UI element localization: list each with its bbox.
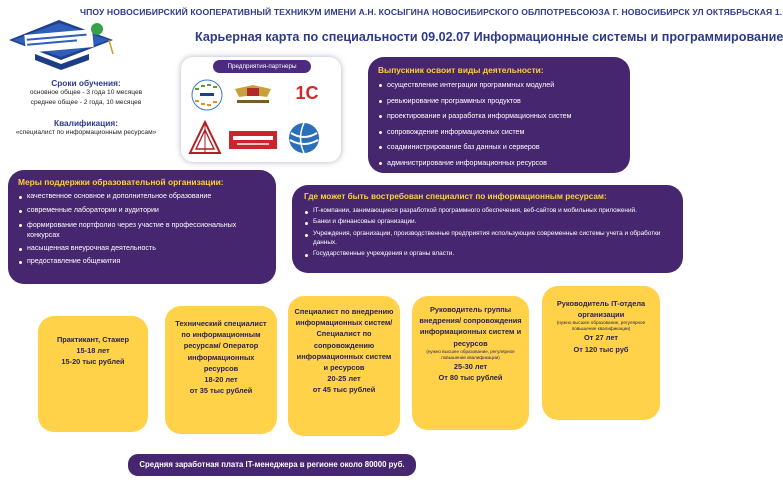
career-salary: от 35 тыс рублей	[189, 386, 253, 396]
career-card-implementation-specialist	[288, 296, 400, 436]
list-item: Учреждения, организации, производственные предприятия использующие современные системы учета и обработки данных.	[304, 228, 671, 248]
career-card-intern	[38, 316, 148, 432]
list-item: современные лаборатории и аудитории	[18, 204, 266, 218]
career-title: Специалист по внедрению информационных систем/ Специалист по сопровождению информационных систем и ресурсов	[294, 307, 394, 373]
career-age: 18-20 лет	[204, 375, 238, 385]
support-measures-panel	[8, 170, 276, 284]
partner-logo-rosgosstrakh	[231, 83, 275, 114]
partner-logo-triangle	[187, 119, 223, 162]
study-line: среднее общее - 2 года, 10 месяцев	[30, 99, 142, 106]
college-logo	[5, 14, 120, 74]
qualification-heading: Квалификация:	[54, 118, 118, 128]
list-item: насыщенная внеурочная деятельность	[18, 242, 266, 256]
qualification	[0, 118, 172, 138]
career-salary: 15-20 тыс рублей	[61, 357, 125, 367]
career-age: 15-18 лет	[76, 346, 110, 356]
list-item: соадминистрирование баз данных и серверов	[378, 140, 620, 156]
partners-label: Предприятия-партнеры	[213, 60, 311, 73]
career-age: От 27 лет	[584, 333, 618, 343]
career-age: 25-30 лет	[453, 361, 488, 371]
list-item: качественное основное и дополнительное образование	[18, 190, 266, 204]
study-terms	[0, 78, 172, 108]
list-item: проектирование и разработка информационных систем	[378, 109, 620, 125]
list-item: администрирование информационных ресурсов	[378, 156, 620, 172]
list-item: ревьюирование программных продуктов	[378, 94, 620, 110]
career-salary: От 120 тыс руб	[573, 344, 629, 354]
support-title: Меры поддержки образовательной организации:	[18, 177, 224, 187]
career-title: Практикант, Стажер	[56, 335, 130, 344]
graduate-title: Выпускник освоит виды деятельности:	[378, 65, 544, 75]
graduate-activities-panel	[368, 57, 630, 173]
career-title: Руководитель IT-отдела организации	[556, 299, 646, 320]
list-item: осуществление интеграции программных модулей	[378, 78, 620, 94]
list-item: IT-компании, занимающиеся разработкой программного обеспечения, веб-сайтов и мобильных приложений.	[304, 205, 671, 216]
list-item: Банки и финансовые организации.	[304, 216, 671, 227]
demand-panel	[292, 185, 683, 273]
page-title: Карьерная карта по специальности 09.02.07 Информационные системы и программирование	[195, 30, 783, 44]
study-heading: Сроки обучения:	[51, 78, 121, 88]
list-item: сопровождение информационных систем	[378, 125, 620, 141]
career-card-group-lead	[412, 296, 529, 430]
career-salary: от 45 тыс рублей	[312, 385, 376, 395]
list-item: предоставление общежития	[18, 255, 266, 269]
career-note: (нужно высшее образование, регулярное повышение квалификации)	[426, 348, 515, 360]
partner-logo-circle	[187, 77, 227, 118]
org-header: ЧПОУ НОВОСИБИРСКИЙ КООПЕРАТИВНЫЙ ТЕХНИКУМ ИМЕНИ А.Н. КОСЫГИНА НОВОСИБИРСКОГО ОБЛПОТРЕБСОЮЗА Г. НОВОСИБИРСК УЛ ОКТЯБРЬСКАЯ 1.	[80, 7, 783, 17]
career-title: Технический специалист по информационным ресурсам/ Оператор информационных ресурсов	[175, 319, 267, 373]
career-card-it-head	[542, 286, 660, 420]
career-title: Руководитель группы внедрения/ сопровождения информационных систем и ресурсов	[419, 305, 522, 348]
partners-box	[181, 57, 341, 162]
list-item: формирование портфолио через участие в профессиональных конкурсах	[18, 218, 266, 242]
partner-logo-nskp	[227, 127, 279, 158]
career-age: 20-25 лет	[327, 374, 361, 384]
qualification-value: «специалист по информационным ресурсам»	[15, 129, 157, 136]
partner-logo-1c	[285, 79, 329, 114]
list-item: Государственные учреждения и органы власти.	[304, 248, 671, 259]
salary-banner: Средняя заработная плата IT-менеджера в регионе около 80000 руб.	[128, 454, 416, 476]
study-line: основное общее - 3 года 10 месяцев	[29, 89, 143, 96]
demand-title: Где может быть востребован специалист по информационным ресурсам:	[304, 192, 607, 201]
svg-text:1С: 1С	[295, 83, 319, 103]
career-note: (нужно высшее образование, регулярное повышение квалификации)	[556, 320, 646, 332]
partner-logo-globe	[285, 119, 323, 162]
career-card-tech-specialist	[165, 306, 277, 434]
career-salary: От 80 тыс рублей	[438, 373, 503, 383]
